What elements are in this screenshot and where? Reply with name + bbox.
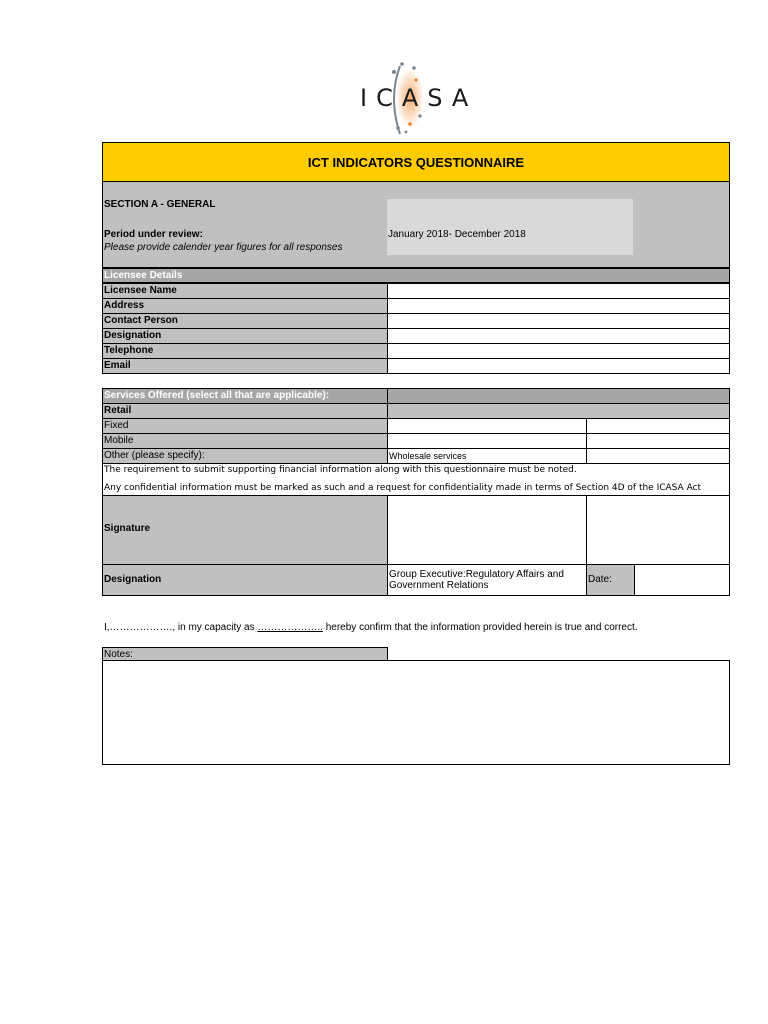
- signature-input-extra[interactable]: [586, 495, 730, 565]
- other-label: Other (please specify):: [102, 448, 388, 464]
- retail-label: Retail: [102, 403, 388, 419]
- licensee-header: Licensee Details: [102, 268, 730, 283]
- period-note: Please provide calender year figures for all responses: [104, 242, 343, 253]
- period-label: Period under review:: [104, 229, 203, 240]
- designation-value-line-1: Group Executive:Regulatory Affairs and: [389, 569, 564, 580]
- mobile-input-extra[interactable]: [586, 433, 730, 449]
- designation-value[interactable]: [387, 564, 587, 596]
- services-header: Services Offered (select all that are applicable):: [102, 388, 388, 404]
- retail-fill: [387, 403, 730, 419]
- confidential-note: Any confidential information must be marked as such and a request for confidentiality made in terms of Section 4D of the ICASA Act: [104, 483, 702, 493]
- wholesale-input[interactable]: [586, 448, 730, 464]
- logo-text: ICASA: [360, 84, 478, 112]
- contact-person-input[interactable]: [387, 313, 730, 329]
- licensee-row-label: Telephone: [102, 343, 388, 359]
- telephone-input[interactable]: [387, 343, 730, 359]
- date-label: [586, 564, 635, 596]
- title-bar: [102, 142, 730, 182]
- wholesale-label: Wholesale services: [387, 448, 587, 464]
- mobile-input[interactable]: [387, 433, 587, 449]
- licensee-row-label: Contact Person: [102, 313, 388, 329]
- fixed-input[interactable]: [387, 418, 587, 434]
- licensee-row-label: Designation: [102, 328, 388, 344]
- licensee-name-input[interactable]: [387, 283, 730, 299]
- licensee-row-label: Address: [102, 298, 388, 314]
- signature-label: [102, 495, 388, 565]
- requirement-note: The requirement to submit supporting financial information along with this questionnaire must be noted.: [104, 465, 577, 475]
- notes-label: Notes:: [102, 647, 388, 661]
- period-value-field[interactable]: [387, 199, 633, 255]
- designation-label: [102, 564, 388, 596]
- icasa-logo: [350, 58, 478, 138]
- licensee-row-label: Email: [102, 358, 388, 374]
- confirmation-suffix: hereby confirm that the information provided herein is true and correct.: [322, 622, 638, 633]
- designation-label-text: Designation: [104, 574, 162, 585]
- page-title: ICT INDICATORS QUESTIONNAIRE: [307, 155, 525, 170]
- signature-label-text: Signature: [104, 523, 151, 534]
- designation-input[interactable]: [387, 328, 730, 344]
- designation-value-line-2: Government Relations: [389, 580, 489, 591]
- period-value: January 2018- December 2018: [388, 229, 526, 240]
- mobile-label: Mobile: [102, 433, 388, 449]
- confirmation-prefix: I,………………., in my capacity as: [104, 622, 258, 633]
- signature-input[interactable]: [387, 495, 587, 565]
- fixed-input-extra[interactable]: [586, 418, 730, 434]
- date-input[interactable]: [634, 564, 730, 596]
- address-input[interactable]: [387, 298, 730, 314]
- email-input[interactable]: [387, 358, 730, 374]
- services-header-fill: [387, 388, 730, 404]
- date-label-text: Date:: [588, 574, 612, 585]
- notes-input[interactable]: [102, 660, 730, 765]
- licensee-row-label: Licensee Name: [102, 283, 388, 299]
- confirmation-line: [104, 622, 638, 634]
- fixed-label: Fixed: [102, 418, 388, 434]
- confirmation-blank: ………………..: [257, 622, 323, 633]
- section-a-heading: SECTION A - GENERAL: [104, 199, 216, 210]
